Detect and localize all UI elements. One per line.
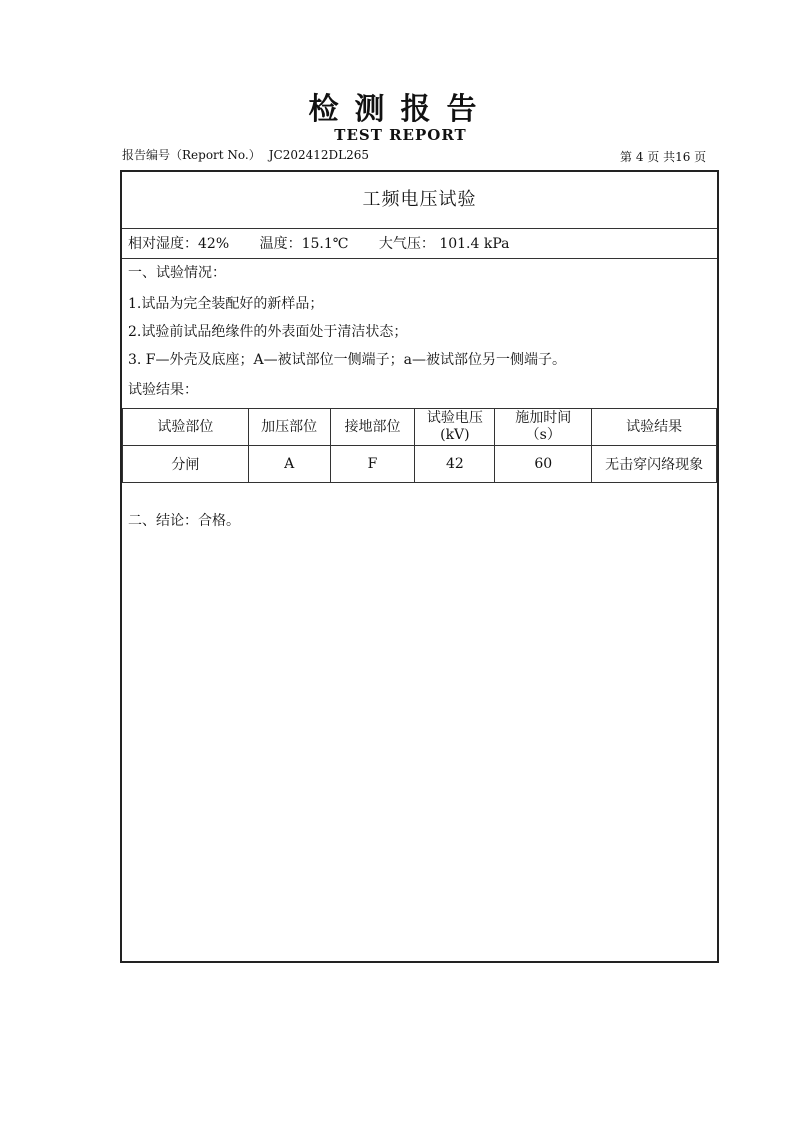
table-cell: A bbox=[248, 446, 330, 483]
condition-item-2: 2.试验前试品绝缘件的外表面处于清洁状态； bbox=[128, 324, 408, 340]
table-cell: 无击穿闪络现象 bbox=[592, 446, 717, 483]
conclusion: 二、结论：合格。 bbox=[128, 513, 240, 529]
report-title-en: TEST REPORT bbox=[334, 126, 467, 144]
humidity: 相对湿度：42% bbox=[128, 236, 230, 252]
report-number-label: 报告编号（Report No.） bbox=[122, 148, 261, 162]
table-cell: 分闸 bbox=[123, 446, 249, 483]
report-frame bbox=[120, 170, 719, 963]
col-header-ground: 接地部位 bbox=[330, 409, 415, 446]
table-header-row bbox=[123, 409, 717, 446]
results-table bbox=[122, 408, 717, 483]
section-title: 工频电压试验 bbox=[122, 172, 717, 229]
col-header-result: 试验结果 bbox=[592, 409, 717, 446]
col-header-part: 试验部位 bbox=[123, 409, 249, 446]
table-row bbox=[123, 446, 717, 483]
pressure: 大气压： 101.4 kPa bbox=[378, 236, 510, 252]
col-header-test-voltage: 试验电压 (kV) bbox=[415, 409, 495, 446]
temperature: 温度：15.1℃ bbox=[259, 236, 349, 252]
table-cell: 42 bbox=[415, 446, 495, 483]
results-heading: 试验结果： bbox=[128, 382, 198, 398]
conditions-heading: 一、试验情况： bbox=[128, 265, 226, 281]
environment-row bbox=[122, 229, 717, 259]
table-cell: F bbox=[330, 446, 415, 483]
page-info: 第 4 页 共16 页 bbox=[620, 150, 707, 164]
condition-item-1: 1.试品为完全装配好的新样品； bbox=[128, 296, 324, 312]
report-number bbox=[122, 146, 369, 163]
col-header-voltage-applied: 加压部位 bbox=[248, 409, 330, 446]
condition-item-3: 3. F—外壳及底座；A—被试部位一侧端子；a—被试部位另一侧端子。 bbox=[128, 352, 566, 368]
table-cell: 60 bbox=[495, 446, 592, 483]
report-number-value: JC202412DL265 bbox=[268, 148, 370, 162]
col-header-duration: 施加时间 （s） bbox=[495, 409, 592, 446]
report-title-cn: 检测报告 bbox=[308, 92, 493, 127]
